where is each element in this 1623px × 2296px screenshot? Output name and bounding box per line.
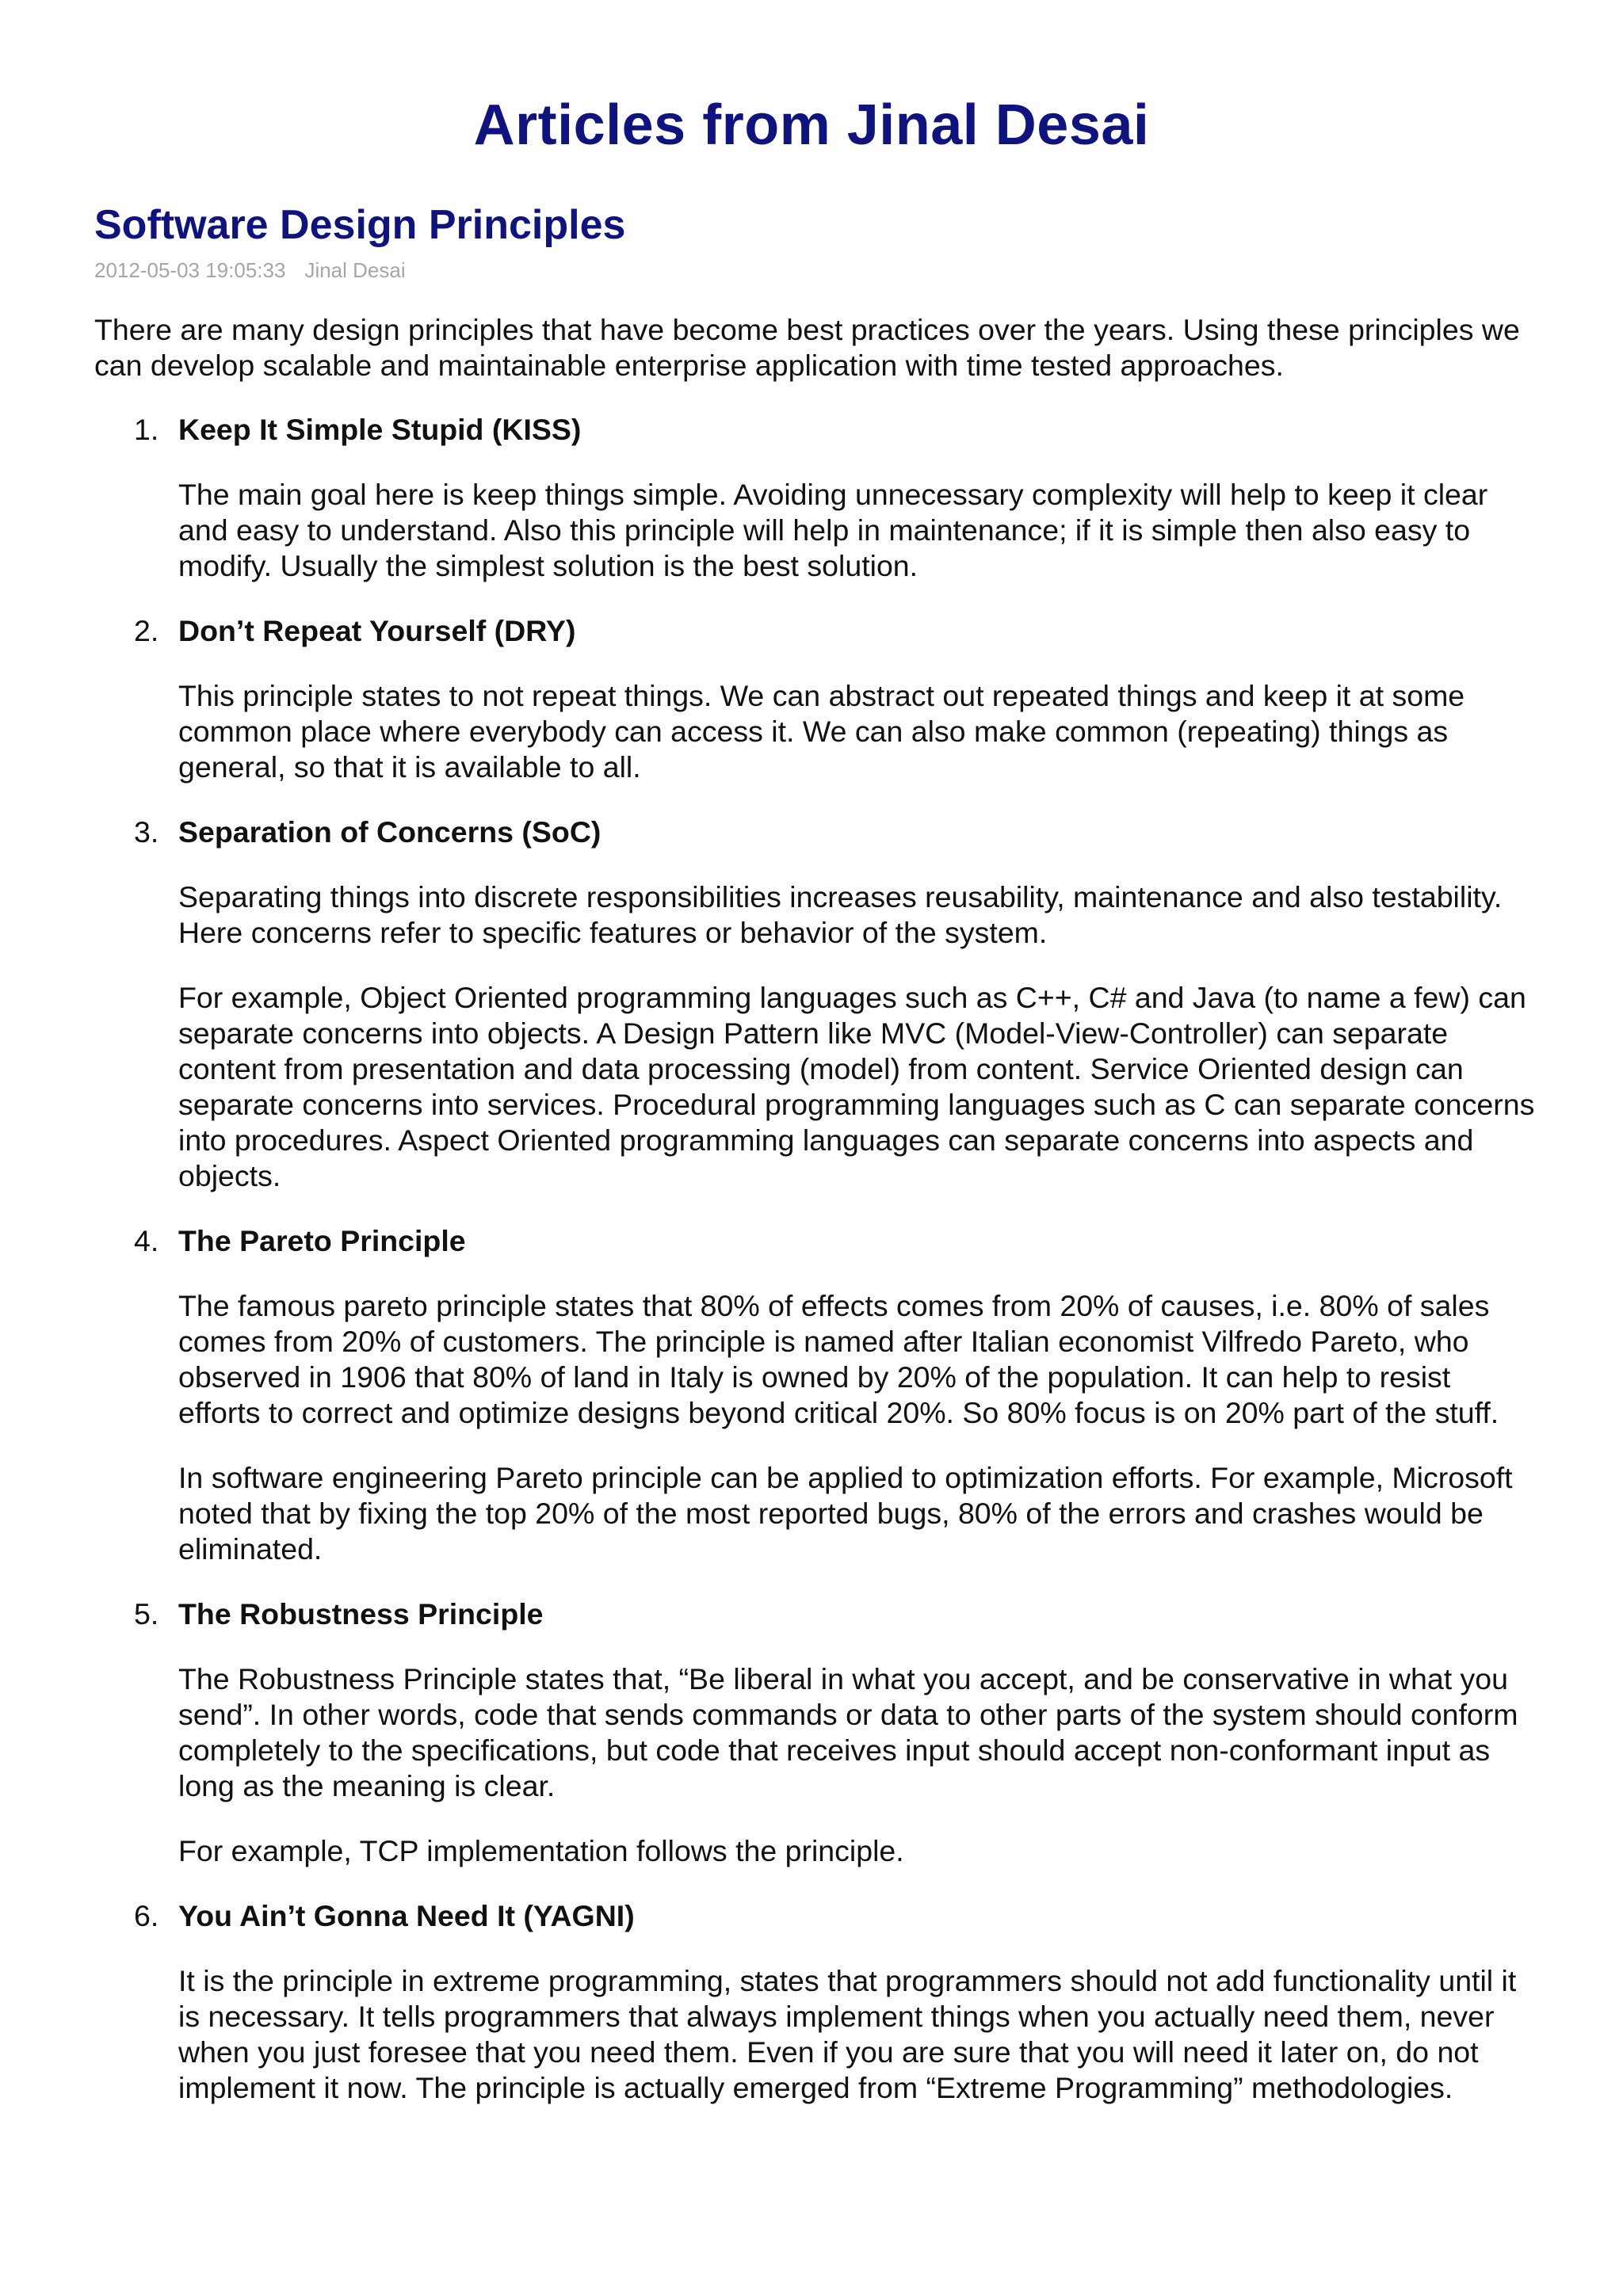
article-intro: There are many design principles that have become best practices over the years. Using these principles we can develop scalable and maintainable enterprise application with time tested approaches.	[94, 313, 1520, 382]
list-item-title: The Pareto Principle	[178, 1224, 466, 1257]
list-item-title: Separation of Concerns (SoC)	[178, 815, 601, 849]
list-item	[94, 613, 1537, 785]
article-title: Software Design Principles	[94, 202, 626, 248]
list-item-number: 2.	[134, 614, 159, 647]
principles-list	[94, 412, 1537, 2106]
list-item-paragraph: The famous pareto principle states that 80% of effects comes from 20% of causes, i.e. 80% of sales comes from 20% of customers. The principle is named after Italian economist Vilfredo Pareto, who observed in 1906 that 80% of land in Italy is owned by 20% of the population. It can help to resist efforts to correct and optimize designs beyond critical 20%. So 80% focus is on 20% part of the stuff.	[178, 1289, 1499, 1429]
list-item	[94, 814, 1537, 1194]
list-item-paragraph: For example, Object Oriented programming languages such as C++, C# and Java (to name a few) can separate concerns into objects. A Design Pattern like MVC (Model-View-Controller) can separate content from presentation and data processing (model) from content. Service Oriented design can separate concerns into services. Procedural programming languages such as C can separate concerns into procedures. Aspect Oriented programming languages can separate concerns into aspects and objects.	[178, 981, 1535, 1192]
list-item	[94, 1223, 1537, 1567]
list-item-paragraph: The Robustness Principle states that, “Be liberal in what you accept, and be conservative in what you send”. In other words, code that sends commands or data to other parts of the system should conform completely to the specifications, but code that receives input should accept non-conformant input as long as the meaning is clear.	[178, 1662, 1518, 1802]
article-date: 2012-05-03 19:05:33	[94, 258, 286, 282]
article	[94, 198, 1537, 2135]
list-item-title: The Robustness Principle	[178, 1597, 544, 1630]
list-item-number: 1.	[134, 413, 159, 446]
list-item-title: Keep It Simple Stupid (KISS)	[178, 413, 582, 446]
list-item-paragraph: The main goal here is keep things simple. Avoiding unnecessary complexity will help to keep it clear and easy to understand. Also this principle will help in maintenance; if it is simple then also easy to modify. Usually the simplest solution is the best solution.	[178, 478, 1488, 582]
article-author: Jinal Desai	[304, 258, 406, 282]
list-item	[94, 1596, 1537, 1869]
list-item-title: Don’t Repeat Yourself (DRY)	[178, 614, 576, 647]
list-item	[94, 1898, 1537, 2106]
list-item-number: 6.	[134, 1899, 159, 1932]
list-item-paragraph: In software engineering Pareto principle can be applied to optimization efforts. For example, Microsoft noted that by fixing the top 20% of the most reported bugs, 80% of the errors and crashes would be eliminated.	[178, 1461, 1513, 1566]
site-title: Articles from Jinal Desai	[473, 93, 1150, 157]
list-item-number: 3.	[134, 815, 159, 849]
article-meta	[94, 257, 1537, 284]
list-item-number: 5.	[134, 1597, 159, 1630]
list-item	[94, 412, 1537, 584]
list-item-paragraph: This principle states to not repeat things. We can abstract out repeated things and keep it at some common place where everybody can access it. We can also make common (repeating) things as general, so that it is available to all.	[178, 679, 1465, 784]
list-item-paragraph: Separating things into discrete responsibilities increases reusability, maintenance and also testability. Here concerns refer to specific features or behavior of the system.	[178, 880, 1503, 949]
list-item-title: You Ain’t Gonna Need It (YAGNI)	[178, 1899, 635, 1932]
list-item-number: 4.	[134, 1224, 159, 1257]
list-item-paragraph: It is the principle in extreme programming, states that programmers should not add functionality until it is necessary. It tells programmers that always implement things when you actually need them, never when you just foresee that you need them. Even if you are sure that you will need it later on, do not implement it now. The principle is actually emerged from “Extreme Programming” methodologies.	[178, 1964, 1517, 2104]
list-item-paragraph: For example, TCP implementation follows the principle.	[178, 1834, 904, 1867]
